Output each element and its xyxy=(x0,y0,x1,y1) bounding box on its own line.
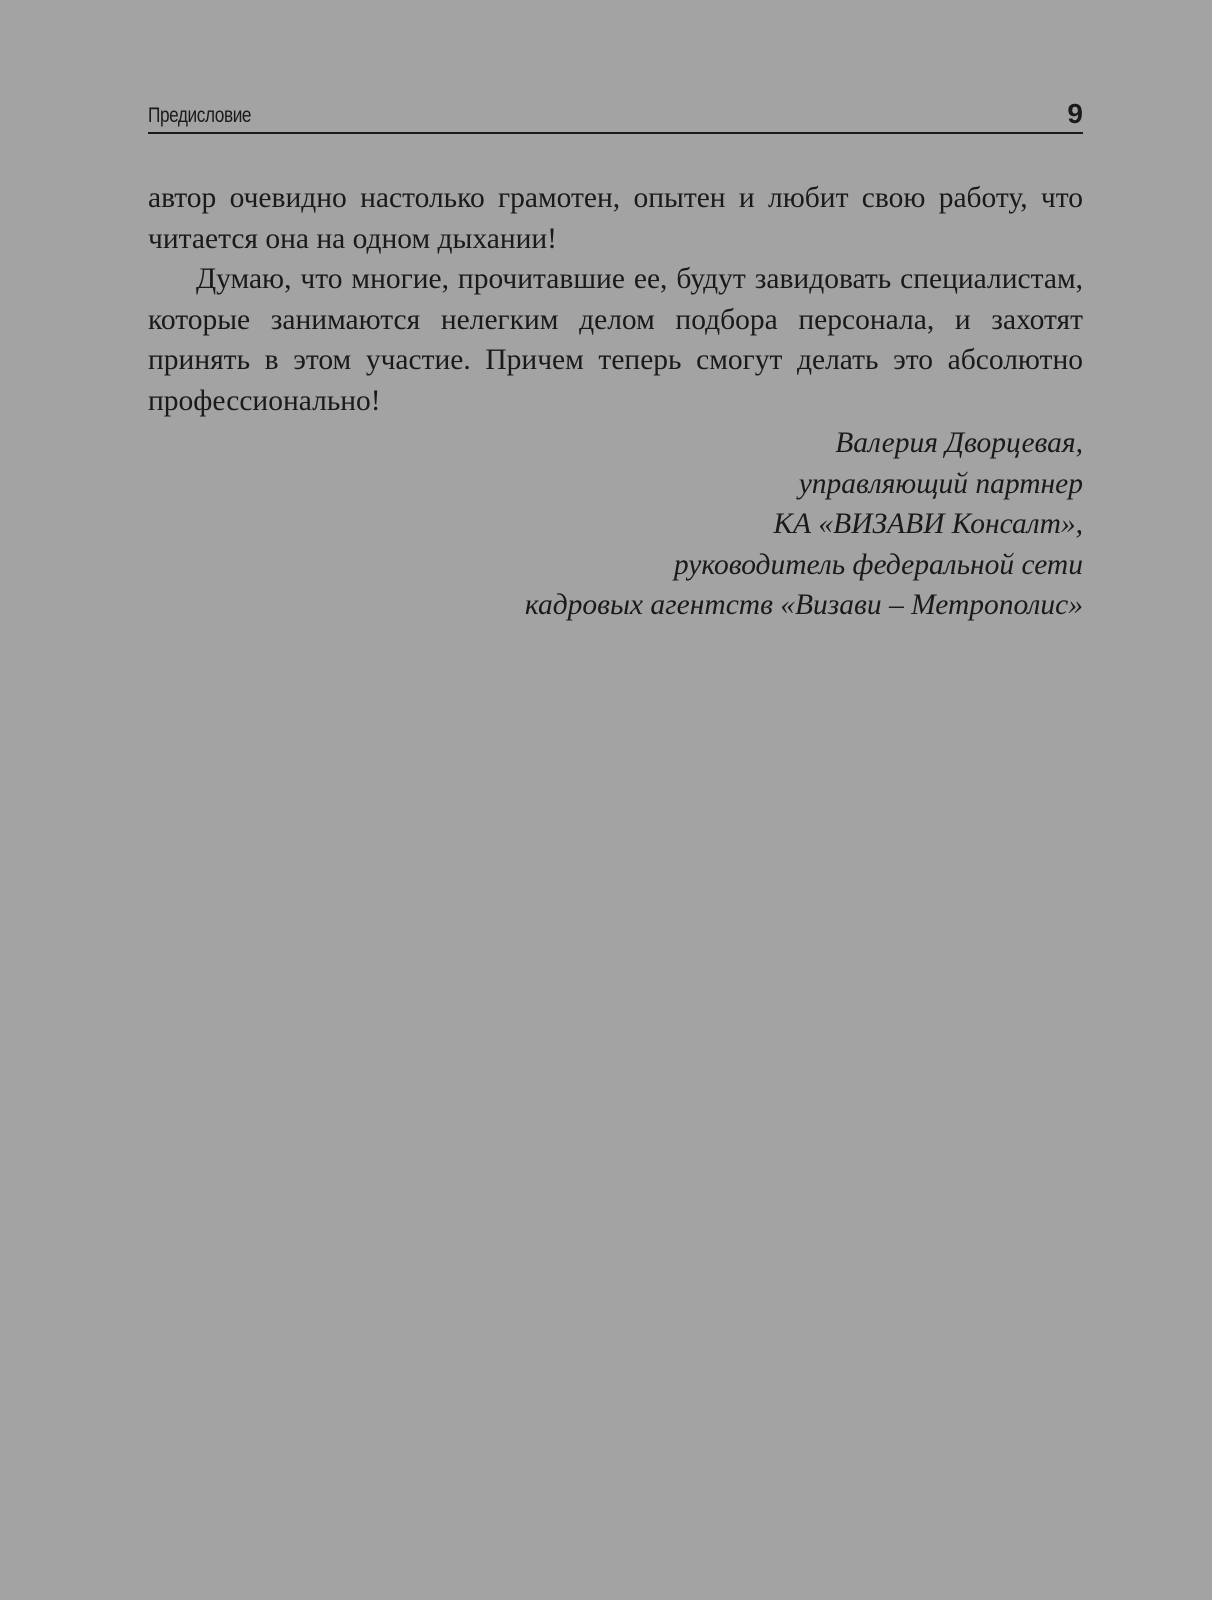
book-page xyxy=(148,92,1083,626)
signature-block xyxy=(148,423,1083,626)
body-text xyxy=(148,178,1083,421)
running-header xyxy=(148,92,1083,134)
paragraph: Думаю, что многие, прочитавшие ее, будут завидовать специалистам, которые занимаются нелегким делом подбора персонала, и захотят принять в этом участие. Причем теперь смогут делать это абсолютно профессионально! xyxy=(148,263,1083,417)
page-number: 9 xyxy=(1067,98,1083,129)
signature-network: кадровых агентств «Визави – Метрополис» xyxy=(524,589,1083,621)
signature-position: управляющий партнер xyxy=(798,467,1083,500)
signature-name: Валерия Дворцевая, xyxy=(835,427,1083,459)
signature-company: КА «ВИЗАВИ Консалт», xyxy=(773,508,1083,540)
section-title: Предисловие xyxy=(148,104,252,127)
paragraph-continued: автор очевидно настолько грамотен, опытен и любит свою работу, что читается она на одном дыхании! xyxy=(148,182,1083,255)
signature-role: руководитель федеральной сети xyxy=(673,548,1083,581)
